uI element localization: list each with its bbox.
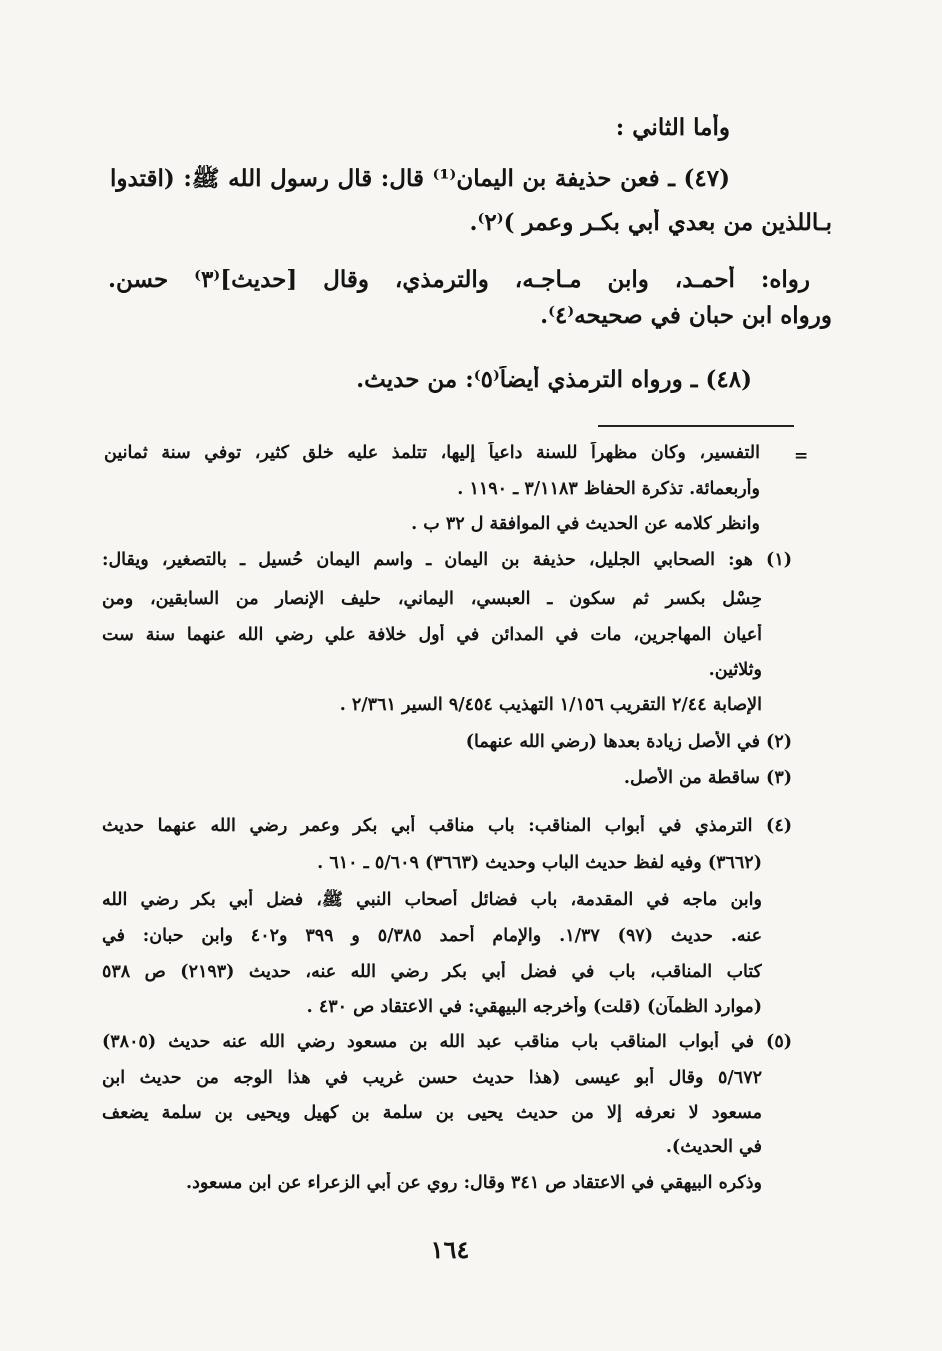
footnote-4-line-1: (٤) الترمذي في أبواب المناقب: باب مناقب أبي بكر وعمر رضي الله عنهما حديث bbox=[102, 816, 792, 836]
hadith-47-line-2: بـاللذين من بعدي أبي بكـر وعمر )⁽٢⁾. bbox=[469, 209, 832, 236]
footnote-5-line-5: وذكره البيهقي في الاعتقاد ص ٣٤١ وقال: روي عن أبي الزعراء عن ابن مسعود. bbox=[186, 1173, 762, 1193]
section-heading: وأما الثاني : bbox=[615, 114, 730, 141]
riwaya-line-2: ورواه ابن حبان في صحيحه⁽٤⁾. bbox=[540, 302, 832, 329]
footnote-separator bbox=[598, 425, 794, 427]
footnote-5-line-3: مسعود لا نعرفه إلا من حديث يحيى بن سلمة بن كهيل ويحيى بن سلمة يضعف bbox=[102, 1103, 762, 1123]
footnote-1-line-4: وثلاثين. bbox=[708, 660, 762, 680]
riwaya-line-1: رواه: أحمـد، وابن مـاجـه، والترمذي، وقال [حديث]⁽٣⁾ حسن. bbox=[108, 266, 810, 293]
footnote-cont-line-3: وانظر كلامه عن الحديث في الموافقة ل ٣٢ ب . bbox=[411, 514, 760, 534]
footnote-3: (٣) ساقطة من الأصل. bbox=[623, 768, 792, 788]
page-number: ١٦٤ bbox=[430, 1235, 470, 1264]
footnote-4-line-3: وابن ماجه في المقدمة، باب فضائل أصحاب النبي ﷺ، فضل أبي بكر رضي الله bbox=[102, 890, 762, 910]
footnote-5-line-2: ٥/٦٧٢ وقال أبو عيسى (هذا حديث حسن غريب في هذا الوجه من حديث ابن bbox=[102, 1068, 762, 1088]
footnote-1-line-5: الإصابة ٢/٤٤ التقريب ١/١٥٦ التهذيب ٩/٤٥٤ السير ٢/٣٦١ . bbox=[339, 695, 762, 715]
footnote-5-line-4: في الحديث). bbox=[665, 1137, 762, 1157]
footnote-cont-line-2: وأربعمائة. تذكرة الحفاظ ٣/١١٨٣ ـ ١١٩٠ . bbox=[457, 479, 760, 499]
footnote-cont-line-1: التفسير، وكان مظهراً للسنة داعياً إليها، تتلمذ عليه خلق كثير، توفي سنة ثمانين bbox=[104, 443, 760, 463]
footnote-1-line-1: (١) هو: الصحابي الجليل، حذيفة بن اليمان ـ واسم اليمان حُسيل ـ بالتصغير، ويقال: bbox=[102, 550, 792, 570]
footnote-5-line-1: (٥) في أبواب المناقب باب مناقب عبد الله بن مسعود رضي الله عنه حديث (٣٨٠٥) bbox=[102, 1032, 792, 1052]
footnote-4-line-4: عنه. حديث (٩٧) ١/٣٧. والإمام أحمد ٥/٣٨٥ و ٣٩٩ و٤٠٢ وابن حبان: في bbox=[102, 926, 762, 946]
footnote-4-line-2: (٣٦٦٢) وفيه لفظ حديث الباب وحديث (٣٦٦٣) ٥/٦٠٩ ـ ٦١٠ . bbox=[317, 853, 762, 873]
hadith-48: (٤٨) ـ ورواه الترمذي أيضاً⁽٥⁾: من حديث. bbox=[356, 366, 752, 393]
hadith-47-line-1: (٤٧) ـ فعن حذيفة بن اليمان⁽¹⁾ قال: قال رسول الله ﷺ: (اقتدوا bbox=[110, 165, 730, 192]
footnote-1-line-3: أعيان المهاجرين، مات في المدائن في أول خلافة علي رضي الله عنهما سنة ست bbox=[102, 625, 762, 645]
footnote-2: (٢) في الأصل زيادة بعدها (رضي الله عنهما) bbox=[465, 732, 792, 752]
footnote-4-line-5: كتاب المناقب، باب في فضل أبي بكر رضي الله عنه، حديث (٢١٩٣) ص ٥٣٨ bbox=[102, 962, 762, 982]
continuation-mark: = bbox=[794, 446, 809, 466]
footnote-4-line-6: (موارد الظمآن) (قلت) وأخرجه البيهقي: في الاعتقاد ص ٤٣٠ . bbox=[306, 997, 762, 1017]
footnote-1-line-2: حِسْل بكسر ثم سكون ـ العبسي، اليماني، حليف الإنصار من السابقين، ومن bbox=[102, 589, 762, 609]
